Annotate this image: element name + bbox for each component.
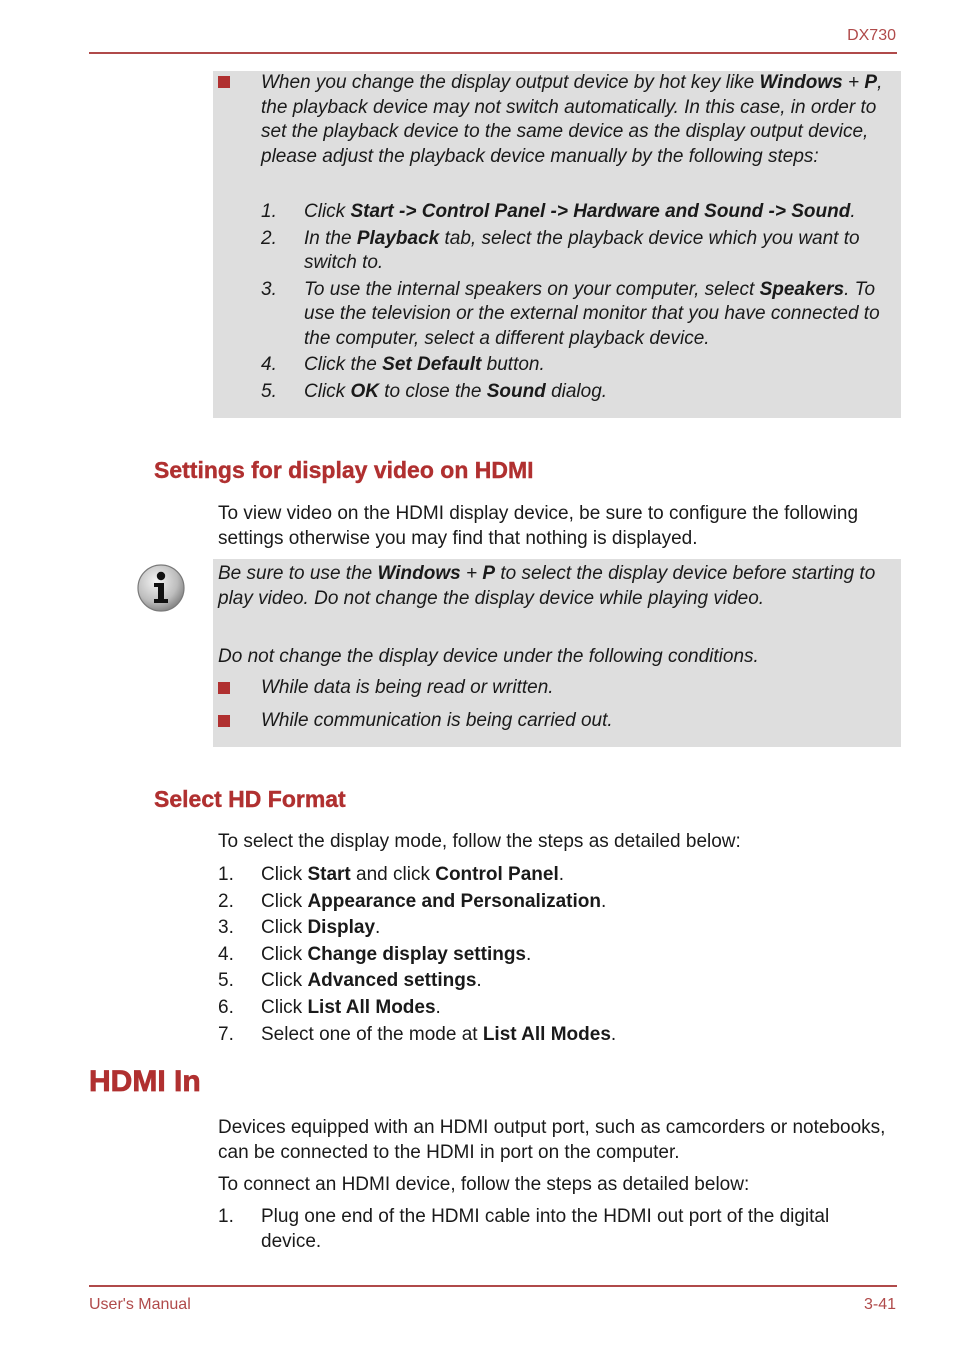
list-item-bold-term: Speakers: [759, 278, 845, 300]
list-item-text: dialog.: [545, 380, 608, 402]
playback-steps-list: [261, 200, 899, 406]
list-item: [261, 353, 899, 378]
list-item-number: 5.: [218, 970, 234, 992]
list-item-text: Click: [261, 864, 308, 885]
list-item-text: Click: [261, 890, 308, 912]
list-item-text: Click: [261, 917, 308, 939]
list-item: [218, 943, 898, 970]
note-playback-text-text: When you change the display output device by hot key like: [261, 72, 760, 93]
note-hdmi-p1-bold-term: Windows: [377, 563, 461, 584]
hdmi-settings-intro: To view video on the HDMI display device, be sure to configure the following settings otherwise you may find that nothing is displayed.: [218, 503, 859, 549]
footer-manual-title: User's Manual: [89, 1296, 191, 1313]
list-item-text: Select one of the mode at: [261, 1023, 483, 1045]
list-item-number: 6.: [218, 996, 234, 1018]
list-item-text: To use the internal speakers on your computer, select: [304, 278, 760, 300]
list-item-text: .: [476, 970, 482, 992]
list-item-text: tab, select the playback device which you want to switch to.: [304, 227, 860, 273]
list-item-text: .: [610, 1023, 617, 1045]
note-hdmi-p1: [218, 562, 878, 611]
list-item-bold-term: Control Panel: [435, 864, 559, 885]
list-item-bold-term: Playback: [356, 227, 440, 249]
note-hdmi-p2: Do not change the display device under the following conditions.: [218, 646, 759, 667]
list-item-number: 5.: [261, 380, 277, 402]
list-item-text: Click: [304, 201, 351, 222]
list-item-bold-term: List All Modes: [307, 996, 436, 1018]
list-item: [218, 1023, 898, 1050]
list-item-text: .: [558, 864, 565, 885]
footer-page-number: 3-41: [863, 1296, 896, 1313]
list-item-bold-term: Change display settings: [307, 943, 526, 965]
note-hdmi-p1-bold-term: P: [482, 563, 496, 584]
hd-format-intro: To select the display mode, follow the steps as detailed below:: [218, 831, 741, 852]
list-item-text: and click: [350, 864, 436, 885]
list-item-bold-term: Start: [307, 864, 351, 885]
list-item: [261, 278, 899, 352]
hd-format-steps-list: [218, 863, 898, 1049]
list-item-number: 7.: [218, 1023, 234, 1045]
list-item-bold-term: Sound: [486, 380, 546, 402]
list-item: [218, 969, 898, 996]
list-item-bold-term: Start -> Control Panel -> Hardware and Sound -> Sound: [350, 201, 851, 222]
list-item: [218, 916, 898, 943]
list-item: [218, 996, 898, 1023]
list-item: [218, 890, 898, 917]
list-item-text: Click: [304, 380, 351, 402]
model-name: DX730: [847, 27, 896, 44]
list-item-number: 3.: [218, 917, 234, 939]
list-item-text: Click: [261, 970, 308, 992]
list-item: [261, 200, 899, 225]
list-item-number: 2.: [261, 227, 277, 249]
list-item-number: 4.: [261, 354, 277, 375]
note-playback-text-text: , the playback device may not switch automatically. In this case, in order to set the playback device to the same device as the display output device, please adjust the playback device manually by the following steps:: [261, 72, 883, 167]
list-item-text: .: [526, 943, 532, 965]
note-hdmi-p1-text: to select the display device before starting to play video. Do not change the display device while playing video.: [218, 563, 876, 609]
note-box-playback: [213, 71, 901, 418]
list-item-text: .: [375, 917, 381, 939]
heading-select-hd-format: Select HD Format: [154, 786, 346, 812]
heading-hdmi-in: HDMI In: [89, 1065, 201, 1098]
info-icon: [136, 563, 186, 613]
list-item-text: . To use the television or the external monitor that you have connected to the computer, select a different playback device.: [304, 278, 880, 349]
footer-rule: [89, 1285, 897, 1287]
list-item-text: Click: [261, 996, 308, 1018]
note-box-hdmi: [213, 559, 901, 747]
list-item-number: 2.: [218, 890, 234, 912]
note-hdmi-bullet-1: While data is being read or written.: [261, 677, 554, 698]
list-item-number: 1.: [261, 201, 277, 222]
list-item-text: to close the: [378, 380, 487, 402]
bullet-icon: [218, 76, 230, 88]
note-hdmi-bullet-2: While communication is being carried out.: [261, 710, 613, 731]
note-playback-text-bold-term: P: [864, 72, 878, 93]
list-item-text: Click: [261, 943, 308, 965]
list-item-text: .: [435, 996, 441, 1018]
note-playback-text-bold-term: Windows: [759, 72, 843, 93]
bullet-icon: [218, 682, 230, 694]
note-hdmi-p1-text: +: [460, 563, 483, 584]
list-item-number: 1.: [218, 864, 234, 885]
list-item-bold-term: Set Default: [382, 354, 482, 375]
note-playback-text-text: +: [842, 72, 865, 93]
list-item-bold-term: Advanced settings: [307, 970, 477, 992]
list-item-bold-term: Appearance and Personalization: [307, 890, 601, 912]
list-item: [218, 863, 898, 890]
list-item-number: 4.: [218, 943, 234, 965]
list-item-number: 3.: [261, 278, 277, 300]
hdmi-in-step-number: 1.: [218, 1206, 234, 1227]
hdmi-in-p1: Devices equipped with an HDMI output port, such as camcorders or notebooks, can be connected to the HDMI in port on the computer.: [218, 1117, 886, 1163]
list-item-text: .: [600, 890, 607, 912]
list-item-bold-term: OK: [350, 380, 379, 402]
list-item-text: Click the: [304, 354, 383, 375]
note-hdmi-p1-text: Be sure to use the: [218, 563, 378, 584]
bullet-icon: [218, 715, 230, 727]
list-item-text: In the: [304, 227, 357, 249]
hdmi-in-p2: To connect an HDMI device, follow the steps as detailed below:: [218, 1174, 750, 1195]
list-item-bold-term: Display: [307, 917, 376, 939]
list-item-text: button.: [481, 354, 545, 375]
header-rule: [89, 52, 897, 54]
list-item: [261, 380, 899, 405]
note-playback-text: [261, 71, 893, 169]
heading-hdmi-settings: Settings for display video on HDMI: [154, 457, 534, 483]
list-item-text: .: [850, 201, 856, 222]
list-item: [261, 227, 899, 276]
hdmi-in-step-1: Plug one end of the HDMI cable into the HDMI out port of the digital device.: [261, 1206, 830, 1252]
list-item-bold-term: List All Modes: [482, 1023, 611, 1045]
